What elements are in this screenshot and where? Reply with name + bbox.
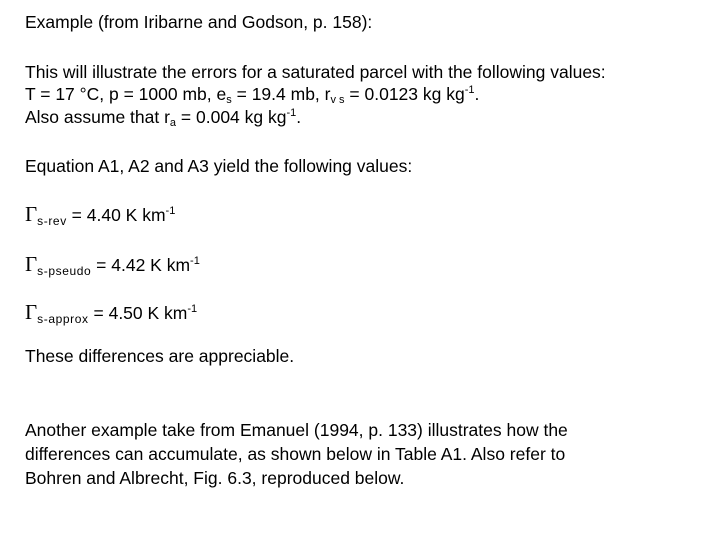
intro-line-3-text-b: = 0.004 kg kg — [176, 107, 287, 127]
intro-line-2-text-d: . — [474, 84, 480, 104]
equations-intro: Equation A1, A2 and A3 yield the following values: — [25, 156, 413, 176]
intro-line-3-exponent: -1 — [286, 107, 297, 119]
document-page — [25, 0, 715, 540]
intro-line-2 — [25, 83, 479, 105]
result-s-rev-subscript: s-rev — [37, 214, 67, 228]
result-s-pseudo-exponent: -1 — [190, 255, 200, 267]
intro-line-2-text-c: = 0.0123 kg kg — [344, 84, 465, 104]
gamma-symbol: Γ — [25, 300, 38, 324]
closing-line-2: differences can accumulate, as shown below in Table A1. Also refer to — [25, 444, 566, 464]
result-s-approx-value: = 4.50 K km — [88, 303, 188, 323]
closing-line-3: Bohren and Albrecht, Fig. 6.3, reproduced below. — [25, 468, 405, 488]
ra-subscript: a — [169, 117, 177, 129]
es-subscript: s — [226, 94, 232, 106]
result-s-rev-value: = 4.40 K km — [66, 205, 166, 225]
result-s-pseudo-value: = 4.42 K km — [91, 255, 191, 275]
result-s-approx-subscript: s-approx — [37, 312, 89, 326]
gamma-symbol: Γ — [25, 202, 38, 226]
intro-line-2-exponent: -1 — [464, 84, 475, 96]
intro-line-2-text-b: = 19.4 mb, r — [231, 84, 331, 104]
result-s-pseudo-subscript: s-pseudo — [37, 264, 92, 278]
differences-note: These differences are appreciable. — [25, 346, 295, 366]
intro-line-3-text-c: . — [296, 107, 302, 127]
example-heading: Example (from Iribarne and Godson, p. 158): — [25, 12, 373, 32]
intro-line-3 — [25, 106, 301, 128]
rvs-subscript: v s — [330, 94, 345, 106]
intro-line-2-text-a: T = 17 °C, p = 1000 mb, e — [25, 84, 227, 104]
intro-line-1: This will illustrate the errors for a saturated parcel with the following values: — [25, 62, 606, 82]
result-s-pseudo — [25, 253, 200, 276]
result-s-rev-exponent: -1 — [165, 205, 176, 217]
result-s-approx — [25, 301, 197, 324]
intro-line-3-text-a: Also assume that r — [25, 107, 170, 127]
closing-line-1: Another example take from Emanuel (1994, p. 133) illustrates how the — [25, 420, 568, 440]
result-s-rev — [25, 203, 175, 226]
result-s-approx-exponent: -1 — [187, 303, 198, 315]
gamma-symbol: Γ — [25, 252, 38, 276]
